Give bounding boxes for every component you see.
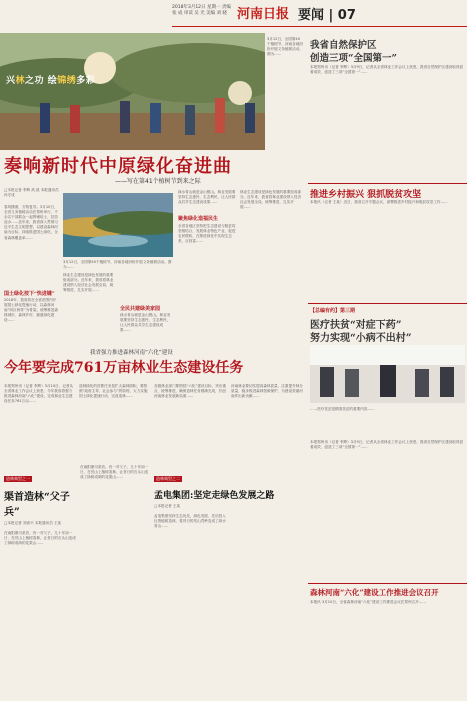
lower-banner <box>0 348 305 378</box>
photo-caption: 3月12日，全国第40个植树节，河南各地纷纷开展义务植树活动。图为…… <box>63 260 172 270</box>
newspaper-logo: 河南日报 <box>237 7 290 22</box>
article-body: 本报讯 3月10日，全省森林河南“六化”建设工作推进会议在郑州召开…… <box>310 600 426 604</box>
section-subhead: 国土绿化按下“快进键” <box>4 291 55 297</box>
banner-part: 兴 <box>6 76 16 86</box>
banner-part: 多彩 <box>76 76 96 86</box>
article-body: 2018年，我省将在全省范围内开展国土绿化提速行动，以森林河南“四区两带”为骨架，统筹推进森林城市、森林乡村、廊道绿化建设…… <box>4 298 59 323</box>
article-body: ……医疗扶贫是精准扶贫的重要内容…… <box>310 407 375 411</box>
article-body: 本报郑州讯（记者 李辉）3月10日，记者从全省林业工作会议上获悉，今年我省将强力推进森林河南“六化”建设，完成林业生态建设任务761万亩…… <box>4 384 74 404</box>
story-tag: 造林典型之二 <box>156 476 180 481</box>
issue-date: 2018年3月12日 星期一 责编 张 成 审读 吴 光 美编 刘 晓 <box>172 5 231 16</box>
banner-part: 之功 <box>25 76 45 86</box>
article-body: 在南阳淅川渠首，有一对父子，几十年如一日，在荒山上植树造林，让昔日的石头山变成了绿树成荫的花果山…… <box>80 465 149 480</box>
banner-part: 绘 <box>47 76 58 86</box>
divider <box>308 303 467 304</box>
article-body: 河南林业要切实提高森林质量，注重提升林分质量，稳步推进森林资源保护，为建设美丽河南作出新贡献…… <box>231 384 303 399</box>
banner-part: 林 <box>15 76 26 86</box>
header-rule <box>172 26 467 27</box>
story-title: 我省自然保护区 <box>310 40 377 51</box>
right-column <box>308 35 467 675</box>
article-body: 林业生态建设是绿色发展的重要组成部分。近年来，我省将林业建设纳入经济社会发展全局，统筹推进，扎实开展…… <box>240 190 302 210</box>
story-title: 努力实现“小病不出村” <box>310 333 412 344</box>
article-body: 各级林业部门要围绕“六化”建设目标，突出重点、统筹推进，确保造林任务圆满完成，开创河南林业发展新局面…… <box>154 384 226 399</box>
story-title: 孟电集团:坚定走绿色发展之路 <box>154 491 275 501</box>
article-body: 孟电集团坚持生态优先，绿色发展，先后投入巨资植树造林，将昔日的荒山秃岭变成了绿水青山…… <box>154 514 226 529</box>
story-box-left <box>4 465 76 670</box>
banner-title: 今年要完成761万亩林业生态建设任务 <box>4 360 244 376</box>
main-subheadline: ——写在第41个植树节到来之际 <box>115 178 201 185</box>
divider <box>308 183 467 184</box>
article-body: 在南阳淅川渠首，有一对父子，几十年如一日，在荒山上植树造林，让昔日的石头山变成了绿树成荫的花果山…… <box>4 531 76 546</box>
story-box-middle <box>154 465 304 670</box>
byline: □本报记者 王某 <box>154 504 181 508</box>
story-title: 推进乡村振兴 狠抓脱贫攻坚 <box>310 190 422 200</box>
story-title: 渠首造林“父子兵” <box>4 492 70 518</box>
section-subhead: 全民共建绿美家园 <box>120 306 161 312</box>
main-headline: 奏响新时代中原绿化奋进曲 <box>4 156 232 177</box>
article-body: 林业生态建设是绿色发展的重要组成部分。近年来，我省将林业建设纳入经济社会发展全局，统筹推进，扎实开展…… <box>63 273 114 293</box>
page-header <box>0 0 467 30</box>
tree-planting-photo <box>0 33 265 150</box>
banner-slogan <box>6 73 95 86</box>
article-body: 全省各地区坚持把生态建设与脱贫攻坚相结合，发展林业特色产业，促进农民增收，在推进绿化中实现生态美、百姓富…… <box>178 224 236 244</box>
article-body: 本报讯（记者 王某）近日，我省召开专题会议，部署推进乡村振兴和脱贫攻坚工作…… <box>310 200 448 204</box>
story-tag: 造林典型之一 <box>6 476 30 481</box>
banner-subtitle: 我省强力推进森林河南“六化”建设 <box>90 350 173 356</box>
article-body: 绿水青山就是金山银山。林业发展要坚持生态惠民、生态利民，让人民群众共享生态建设成果…… <box>120 313 171 333</box>
section-subhead: 聚焦绿化造福民生 <box>178 216 219 222</box>
byline: □本报记者 刘高兴 本报通讯员 王某 <box>4 521 62 525</box>
story-title: 森林河南“六化”建设工作推进会议召开 <box>310 588 439 597</box>
byline: □本报记者 李辉 高 凯 本报通讯员 孙守成 <box>4 188 59 198</box>
meeting-photo <box>310 345 465 403</box>
article-body: 本报郑州讯（记者 李辉）3月9日，记者从全省林业工作会议上获悉，我省自然保护区建设取得显著成效，创造了三项“全国第一”…… <box>310 65 464 75</box>
photo-caption: 3月12日，全国第40个植树节，河南各地纷纷开展义务植树活动。图为…… <box>267 37 303 57</box>
section-label: 要闻 | 07 <box>298 8 356 23</box>
lead-photo <box>0 33 265 150</box>
divider <box>308 583 467 584</box>
column-label: 【总编有约】第三期 <box>310 308 356 314</box>
story-title: 医疗扶贫“对症下药” <box>310 320 402 331</box>
article-body: 绿水青山就是金山银山。林业发展要坚持生态惠民、生态利民，让人民群众共享生态建设成果…… <box>178 190 236 205</box>
landscape-photo <box>63 193 173 257</box>
banner-part: 锦绣 <box>57 76 77 86</box>
article-body: 造林绿化的首要任务是扩大森林面积，要按照“政府主导、社会参与”的原则，大力实施国土绿化提速行动，完成造林…… <box>79 384 148 399</box>
article-body: 本报郑州讯（记者 李辉）3月9日，记者从全省林业工作会议上获悉，我省自然保护区建设取得显著成效，创造了三项“全国第一”…… <box>310 440 464 450</box>
article-body: 春风拂面，万物复苏。3月10日，全省义务植树活动在郑州举行，千余名干部群众一起挥锹培土、扶苗浇水……近年来，我省深入贯彻习近平生态文明思想，以建设森林河南为目标，持续推进国土绿化，全省森林覆盖率…… <box>4 205 58 240</box>
story-title: 创造三项“全国第一” <box>310 53 397 64</box>
